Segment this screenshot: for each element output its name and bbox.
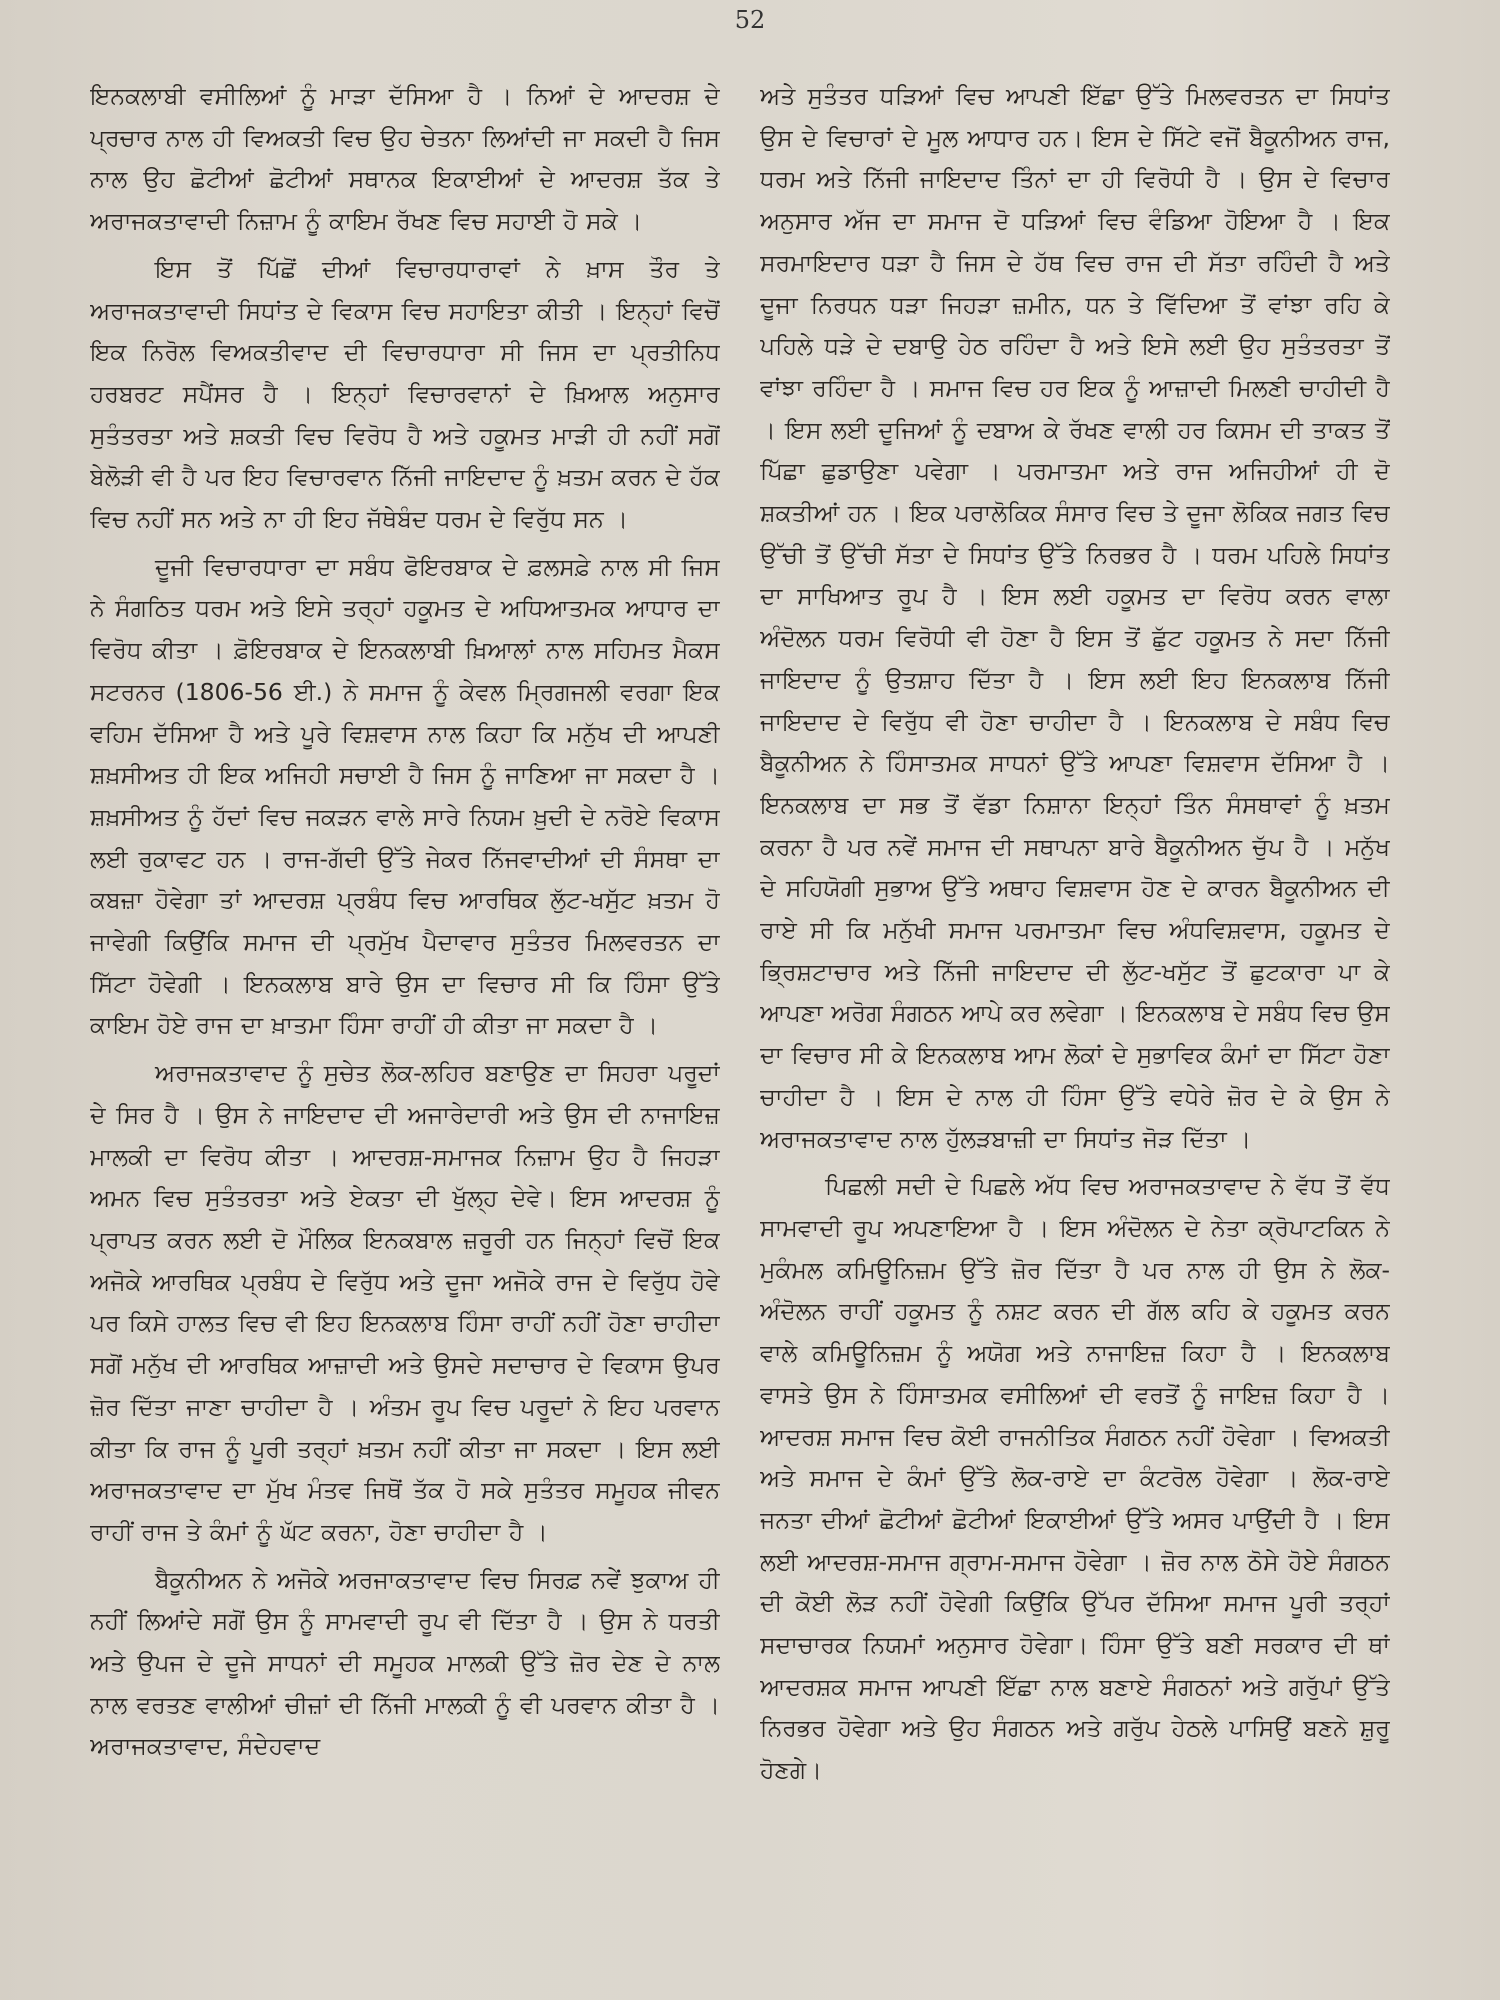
paragraph: ਦੂਜੀ ਵਿਚਾਰਧਾਰਾ ਦਾ ਸਬੰਧ ਫੋਇਰਬਾਕ ਦੇ ਫ਼ਲਸਫ਼ੇ ਨਾਲ ਸੀ ਜਿਸ ਨੇ ਸੰਗਠਿਤ ਧਰਮ ਅਤੇ ਇਸੇ ਤਰ੍ਹਾਂ ਹਕੂਮਤ ਦੇ ਅਧਿਆਤਮਕ ਆਧਾਰ ਦਾ ਵਿਰੋਧ ਕੀਤਾ । ਫ਼ੋਇਰਬਾਕ ਦੇ ਇਨਕਲਾਬੀ ਖ਼ਿਆਲਾਂ ਨਾਲ ਸਹਿਮਤ ਮੈਕਸ ਸਟਰਨਰ (1806-56 ਈ.) ਨੇ ਸਮਾਜ ਨੂੰ ਕੇਵਲ ਮ੍ਰਿਗਜਲੀ ਵਰਗਾ ਇਕ ਵਹਿਮ ਦੱਸਿਆ ਹੈ ਅਤੇ ਪੂਰੇ ਵਿਸ਼ਵਾਸ ਨਾਲ ਕਿਹਾ ਕਿ ਮਨੁੱਖ ਦੀ ਆਪਣੀ ਸ਼ਖ਼ਸੀਅਤ ਹੀ ਇਕ ਅਜਿਹੀ ਸਚਾਈ ਹੈ ਜਿਸ ਨੂੰ ਜਾਣਿਆ ਜਾ ਸਕਦਾ ਹੈ । ਸ਼ਖ਼ਸੀਅਤ ਨੂੰ ਹੱਦਾਂ ਵਿਚ ਜਕੜਨ ਵਾਲੇ ਸਾਰੇ ਨਿਯਮ ਖ਼ੁਦੀ ਦੇ ਨਰੋਏ ਵਿਕਾਸ ਲਈ ਰੁਕਾਵਟ ਹਨ । ਰਾਜ-ਗੱਦੀ ਉੱਤੇ ਜੇਕਰ ਨਿੱਜਵਾਦੀਆਂ ਦੀ ਸੰਸਥਾ ਦਾ ਕਬਜ਼ਾ ਹੋਵੇਗਾ ਤਾਂ ਆਦਰਸ਼ ਪ੍ਰਬੰਧ ਵਿਚ ਆਰਥਿਕ ਲੁੱਟ-ਖਸੁੱਟ ਖ਼ਤਮ ਹੋ ਜਾਵੇਗੀ ਕਿਉਂਕਿ ਸਮਾਜ ਦੀ ਪ੍ਰਮੁੱਖ ਪੈਦਾਵਾਰ ਸੁਤੰਤਰ ਮਿਲਵਰਤਨ ਦਾ ਸਿੱਟਾ ਹੋਵੇਗੀ । ਇਨਕਲਾਬ ਬਾਰੇ ਉਸ ਦਾ ਵਿਚਾਰ ਸੀ ਕਿ ਹਿੰਸਾ ਉੱਤੇ ਕਾਇਮ ਹੋਏ ਰਾਜ ਦਾ ਖ਼ਾਤਮਾ ਹਿੰਸਾ ਰਾਹੀਂ ਹੀ ਕੀਤਾ ਜਾ ਸਕਦਾ ਹੈ । bbox=[90, 552, 720, 1040]
paragraph: ਅਰਾਜਕਤਾਵਾਦ ਨੂੰ ਸੁਚੇਤ ਲੋਕ-ਲਹਿਰ ਬਣਾਉਣ ਦਾ ਸਿਹਰਾ ਪਰੂਦਾਂ ਦੇ ਸਿਰ ਹੈ । ਉਸ ਨੇ ਜਾਇਦਾਦ ਦੀ ਅਜਾਰੇਦਾਰੀ ਅਤੇ ਉਸ ਦੀ ਨਾਜਾਇਜ਼ ਮਾਲਕੀ ਦਾ ਵਿਰੋਧ ਕੀਤਾ । ਆਦਰਸ਼-ਸਮਾਜਕ ਨਿਜ਼ਾਮ ਉਹ ਹੈ ਜਿਹੜਾ ਅਮਨ ਵਿਚ ਸੁਤੰਤਰਤਾ ਅਤੇ ਏਕਤਾ ਦੀ ਖੁੱਲ੍ਹ ਦੇਵੇ। ਇਸ ਆਦਰਸ਼ ਨੂੰ ਪ੍ਰਾਪਤ ਕਰਨ ਲਈ ਦੋ ਮੌਲਿਕ ਇਨਕਬਾਲ ਜ਼ਰੂਰੀ ਹਨ ਜਿਨ੍ਹਾਂ ਵਿਚੋਂ ਇਕ ਅਜੋਕੇ ਆਰਥਿਕ ਪ੍ਰਬੰਧ ਦੇ ਵਿਰੁੱਧ ਅਤੇ ਦੂਜਾ ਅਜੋਕੇ ਰਾਜ ਦੇ ਵਿਰੁੱਧ ਹੋਵੇ ਪਰ ਕਿਸੇ ਹਾਲਤ ਵਿਚ ਵੀ ਇਹ ਇਨਕਲਾਬ ਹਿੰਸਾ ਰਾਹੀਂ ਨਹੀਂ ਹੋਣਾ ਚਾਹੀਦਾ ਸਗੋਂ ਮਨੁੱਖ ਦੀ ਆਰਥਿਕ ਆਜ਼ਾਦੀ ਅਤੇ ਉਸਦੇ ਸਦਾਚਾਰ ਦੇ ਵਿਕਾਸ ਉਪਰ ਜ਼ੋਰ ਦਿੱਤਾ ਜਾਣਾ ਚਾਹੀਦਾ ਹੈ । ਅੰਤਮ ਰੂਪ ਵਿਚ ਪਰੂਦਾਂ ਨੇ ਇਹ ਪਰਵਾਨ ਕੀਤਾ ਕਿ ਰਾਜ ਨੂੰ ਪੂਰੀ ਤਰ੍ਹਾਂ ਖ਼ਤਮ ਨਹੀਂ ਕੀਤਾ ਜਾ ਸਕਦਾ । ਇਸ ਲਈ ਅਰਾਜਕਤਾਵਾਦ ਦਾ ਮੁੱਖ ਮੰਤਵ ਜਿਥੋਂ ਤੱਕ ਹੋ ਸਕੇ ਸੁਤੰਤਰ ਸਮੂਹਕ ਜੀਵਨ ਰਾਹੀਂ ਰਾਜ ਤੇ ਕੰਮਾਂ ਨੂੰ ਘੱਟ ਕਰਨਾ, ਹੋਣਾ ਚਾਹੀਦਾ ਹੈ । bbox=[90, 1059, 720, 1546]
right-column bbox=[760, 76, 1390, 1986]
paragraph: ਇਸ ਤੋਂ ਪਿੱਛੋਂ ਦੀਆਂ ਵਿਚਾਰਧਾਰਾਵਾਂ ਨੇ ਖ਼ਾਸ ਤੌਰ ਤੇ ਅਰਾਜਕਤਾਵਾਦੀ ਸਿਧਾਂਤ ਦੇ ਵਿਕਾਸ ਵਿਚ ਸਹਾਇਤਾ ਕੀਤੀ । ਇਨ੍ਹਾਂ ਵਿਚੋਂ ਇਕ ਨਿਰੋਲ ਵਿਅਕਤੀਵਾਦ ਦੀ ਵਿਚਾਰਧਾਰਾ ਸੀ ਜਿਸ ਦਾ ਪ੍ਰਤੀਨਿਧ ਹਰਬਰਟ ਸਪੈਂਸਰ ਹੈ । ਇਨ੍ਹਾਂ ਵਿਚਾਰਵਾਨਾਂ ਦੇ ਖ਼ਿਆਲ ਅਨੁਸਾਰ ਸੁਤੰਤਰਤਾ ਅਤੇ ਸ਼ਕਤੀ ਵਿਚ ਵਿਰੋਧ ਹੈ ਅਤੇ ਹਕੂਮਤ ਮਾੜੀ ਹੀ ਨਹੀਂ ਸਗੋਂ ਬੇਲੋੜੀ ਵੀ ਹੈ ਪਰ ਇਹ ਵਿਚਾਰਵਾਨ ਨਿੱਜੀ ਜਾਇਦਾਦ ਨੂੰ ਖ਼ਤਮ ਕਰਨ ਦੇ ਹੱਕ ਵਿਚ ਨਹੀਂ ਸਨ ਅਤੇ ਨਾ ਹੀ ਇਹ ਜੱਥੇਬੰਦ ਧਰਮ ਦੇ ਵਿਰੁੱਧ ਸਨ । bbox=[90, 254, 720, 534]
page-number: 52 bbox=[734, 6, 766, 34]
paragraph: ਪਿਛਲੀ ਸਦੀ ਦੇ ਪਿਛਲੇ ਅੱਧ ਵਿਚ ਅਰਾਜਕਤਾਵਾਦ ਨੇ ਵੱਧ ਤੋਂ ਵੱਧ ਸਾਮਵਾਦੀ ਰੂਪ ਅਪਣਾਇਆ ਹੈ । ਇਸ ਅੰਦੋਲਨ ਦੇ ਨੇਤਾ ਕ੍ਰੋਪਾਟਕਿਨ ਨੇ ਮੁਕੰਮਲ ਕਮਿਊਨਿਜ਼ਮ ਉੱਤੇ ਜ਼ੋਰ ਦਿੱਤਾ ਹੈ ਪਰ ਨਾਲ ਹੀ ਉਸ ਨੇ ਲੋਕ-ਅੰਦੋਲਨ ਰਾਹੀਂ ਹਕੂਮਤ ਨੂੰ ਨਸ਼ਟ ਕਰਨ ਦੀ ਗੱਲ ਕਹਿ ਕੇ ਹਕੂਮਤ ਕਰਨ ਵਾਲੇ ਕਮਿਊਨਿਜ਼ਮ ਨੂੰ ਅਯੋਗ ਅਤੇ ਨਾਜਾਇਜ਼ ਕਿਹਾ ਹੈ । ਇਨਕਲਾਬ ਵਾਸਤੇ ਉਸ ਨੇ ਹਿੰਸਾਤਮਕ ਵਸੀਲਿਆਂ ਦੀ ਵਰਤੋਂ ਨੂੰ ਜਾਇਜ਼ ਕਿਹਾ ਹੈ । ਆਦਰਸ਼ ਸਮਾਜ ਵਿਚ ਕੋਈ ਰਾਜਨੀਤਿਕ ਸੰਗਠਨ ਨਹੀਂ ਹੋਵੇਗਾ । ਵਿਅਕਤੀ ਅਤੇ ਸਮਾਜ ਦੇ ਕੰਮਾਂ ਉੱਤੇ ਲੋਕ-ਰਾਏ ਦਾ ਕੰਟਰੋਲ ਹੋਵੇਗਾ । ਲੋਕ-ਰਾਏ ਜਨਤਾ ਦੀਆਂ ਛੋਟੀਆਂ ਛੋਟੀਆਂ ਇਕਾਈਆਂ ਉੱਤੇ ਅਸਰ ਪਾਉਂਦੀ ਹੈ । ਇਸ ਲਈ ਆਦਰਸ਼-ਸਮਾਜ ਗ੍ਰਾਮ-ਸਮਾਜ ਹੋਵੇਗਾ । ਜ਼ੋਰ ਨਾਲ ਠੋਸੇ ਹੋਏ ਸੰਗਠਨ ਦੀ ਕੋਈ ਲੋੜ ਨਹੀਂ ਹੋਵੇਗੀ ਕਿਉਂਕਿ ਉੱਪਰ ਦੱਸਿਆ ਸਮਾਜ ਪੂਰੀ ਤਰ੍ਹਾਂ ਸਦਾਚਾਰਕ ਨਿਯਮਾਂ ਅਨੁਸਾਰ ਹੋਵੇਗਾ। ਹਿੰਸਾ ਉੱਤੇ ਬਣੀ ਸਰਕਾਰ ਦੀ ਥਾਂ ਆਦਰਸ਼ਕ ਸਮਾਜ ਆਪਣੀ ਇੱਛਾ ਨਾਲ ਬਣਾਏ ਸੰਗਠਨਾਂ ਅਤੇ ਗਰੁੱਪਾਂ ਉੱਤੇ ਨਿਰਭਰ ਹੋਵੇਗਾ ਅਤੇ ਉਹ ਸੰਗਠਨ ਅਤੇ ਗਰੁੱਪ ਹੇਠਲੇ ਪਾਸਿਉਂ ਬਣਨੇ ਸ਼ੁਰੂ ਹੋਣਗੇ। bbox=[760, 1172, 1390, 1785]
paragraph: ਅਤੇ ਸੁਤੰਤਰ ਧੜਿਆਂ ਵਿਚ ਆਪਣੀ ਇੱਛਾ ਉੱਤੇ ਮਿਲਵਰਤਨ ਦਾ ਸਿਧਾਂਤ ਉਸ ਦੇ ਵਿਚਾਰਾਂ ਦੇ ਮੂਲ ਆਧਾਰ ਹਨ। ਇਸ ਦੇ ਸਿੱਟੇ ਵਜੋਂ ਬੈਕੂਨੀਅਨ ਰਾਜ, ਧਰਮ ਅਤੇ ਨਿੱਜੀ ਜਾਇਦਾਦ ਤਿੰਨਾਂ ਦਾ ਹੀ ਵਿਰੋਧੀ ਹੈ । ਉਸ ਦੇ ਵਿਚਾਰ ਅਨੁਸਾਰ ਅੱਜ ਦਾ ਸਮਾਜ ਦੋ ਧੜਿਆਂ ਵਿਚ ਵੰਡਿਆ ਹੋਇਆ ਹੈ । ਇਕ ਸਰਮਾਇਦਾਰ ਧੜਾ ਹੈ ਜਿਸ ਦੇ ਹੱਥ ਵਿਚ ਰਾਜ ਦੀ ਸੱਤਾ ਰਹਿੰਦੀ ਹੈ ਅਤੇ ਦੂਜਾ ਨਿਰਧਨ ਧੜਾ ਜਿਹੜਾ ਜ਼ਮੀਨ, ਧਨ ਤੇ ਵਿੱਦਿਆ ਤੋਂ ਵਾਂਝਾ ਰਹਿ ਕੇ ਪਹਿਲੇ ਧੜੇ ਦੇ ਦਬਾਉ ਹੇਠ ਰਹਿੰਦਾ ਹੈ ਅਤੇ ਇਸੇ ਲਈ ਉਹ ਸੁਤੰਤਰਤਾ ਤੋਂ ਵਾਂਝਾ ਰਹਿੰਦਾ ਹੈ । ਸਮਾਜ ਵਿਚ ਹਰ ਇਕ ਨੂੰ ਆਜ਼ਾਦੀ ਮਿਲਣੀ ਚਾਹੀਦੀ ਹੈ । ਇਸ ਲਈ ਦੂਜਿਆਂ ਨੂੰ ਦਬਾਅ ਕੇ ਰੱਖਣ ਵਾਲੀ ਹਰ ਕਿਸਮ ਦੀ ਤਾਕਤ ਤੋਂ ਪਿੱਛਾ ਛੁਡਾਉਣਾ ਪਵੇਗਾ । ਪਰਮਾਤਮਾ ਅਤੇ ਰਾਜ ਅਜਿਹੀਆਂ ਹੀ ਦੋ ਸ਼ਕਤੀਆਂ ਹਨ । ਇਕ ਪਰਾਲੋਕਿਕ ਸੰਸਾਰ ਵਿਚ ਤੇ ਦੂਜਾ ਲੋਕਿਕ ਜਗਤ ਵਿਚ ਉੱਚੀ ਤੋਂ ਉੱਚੀ ਸੱਤਾ ਦੇ ਸਿਧਾਂਤ ਉੱਤੇ ਨਿਰਭਰ ਹੈ । ਧਰਮ ਪਹਿਲੇ ਸਿਧਾਂਤ ਦਾ ਸਾਖਿਆਤ ਰੂਪ ਹੈ । ਇਸ ਲਈ ਹਕੂਮਤ ਦਾ ਵਿਰੋਧ ਕਰਨ ਵਾਲਾ ਅੰਦੋਲਨ ਧਰਮ ਵਿਰੋਧੀ ਵੀ ਹੋਣਾ ਹੈ ਇਸ ਤੋਂ ਛੁੱਟ ਹਕੂਮਤ ਨੇ ਸਦਾ ਨਿੱਜੀ ਜਾਇਦਾਦ ਨੂੰ ਉਤਸ਼ਾਹ ਦਿੱਤਾ ਹੈ । ਇਸ ਲਈ ਇਹ ਇਨਕਲਾਬ ਨਿੱਜੀ ਜਾਇਦਾਦ ਦੇ ਵਿਰੁੱਧ ਵੀ ਹੋਣਾ ਚਾਹੀਦਾ ਹੈ । ਇਨਕਲਾਬ ਦੇ ਸਬੰਧ ਵਿਚ ਬੈਕੂਨੀਅਨ ਨੇ ਹਿੰਸਾਤਮਕ ਸਾਧਨਾਂ ਉੱਤੇ ਆਪਣਾ ਵਿਸ਼ਵਾਸ ਦੱਸਿਆ ਹੈ । ਇਨਕਲਾਬ ਦਾ ਸਭ ਤੋਂ ਵੱਡਾ ਨਿਸ਼ਾਨਾ ਇਨ੍ਹਾਂ ਤਿੰਨ ਸੰਸਥਾਵਾਂ ਨੂੰ ਖ਼ਤਮ ਕਰਨਾ ਹੈ ਪਰ ਨਵੇਂ ਸਮਾਜ ਦੀ ਸਥਾਪਨਾ ਬਾਰੇ ਬੈਕੂਨੀਅਨ ਚੁੱਪ ਹੈ । ਮਨੁੱਖ ਦੇ ਸਹਿਯੋਗੀ ਸੁਭਾਅ ਉੱਤੇ ਅਥਾਹ ਵਿਸ਼ਵਾਸ ਹੋਣ ਦੇ ਕਾਰਨ ਬੈਕੂਨੀਅਨ ਦੀ ਰਾਏ ਸੀ ਕਿ ਮਨੁੱਖੀ ਸਮਾਜ ਪਰਮਾਤਮਾ ਵਿਚ ਅੰਧਵਿਸ਼ਵਾਸ, ਹਕੂਮਤ ਦੇ ਭ੍ਰਿਸ਼ਟਾਚਾਰ ਅਤੇ ਨਿੱਜੀ ਜਾਇਦਾਦ ਦੀ ਲੁੱਟ-ਖਸੁੱਟ ਤੋਂ ਛੁਟਕਾਰਾ ਪਾ ਕੇ ਆਪਣਾ ਅਰੋਗ ਸੰਗਠਨ ਆਪੇ ਕਰ ਲਵੇਗਾ । ਇਨਕਲਾਬ ਦੇ ਸਬੰਧ ਵਿਚ ਉਸ ਦਾ ਵਿਚਾਰ ਸੀ ਕੇ ਇਨਕਲਾਬ ਆਮ ਲੋਕਾਂ ਦੇ ਸੁਭਾਵਿਕ ਕੰਮਾਂ ਦਾ ਸਿੱਟਾ ਹੋਣਾ ਚਾਹੀਦਾ ਹੈ । ਇਸ ਦੇ ਨਾਲ ਹੀ ਹਿੰਸਾ ਉੱਤੇ ਵਧੇਰੇ ਜ਼ੋਰ ਦੇ ਕੇ ਉਸ ਨੇ ਅਰਾਜਕਤਾਵਾਦ ਨਾਲ ਹੁੱਲੜਬਾਜ਼ੀ ਦਾ ਸਿਧਾਂਤ ਜੋੜ ਦਿੱਤਾ । bbox=[760, 82, 1390, 1153]
paragraph: ਇਨਕਲਾਬੀ ਵਸੀਲਿਆਂ ਨੂੰ ਮਾੜਾ ਦੱਸਿਆ ਹੈ । ਨਿਆਂ ਦੇ ਆਦਰਸ਼ ਦੇ ਪ੍ਰਚਾਰ ਨਾਲ ਹੀ ਵਿਅਕਤੀ ਵਿਚ ਉਹ ਚੇਤਨਾ ਲਿਆਂਦੀ ਜਾ ਸਕਦੀ ਹੈ ਜਿਸ ਨਾਲ ਉਹ ਛੋਟੀਆਂ ਛੋਟੀਆਂ ਸਥਾਨਕ ਇਕਾਈਆਂ ਦੇ ਆਦਰਸ਼ ਤੱਕ ਤੇ ਅਰਾਜਕਤਾਵਾਦੀ ਨਿਜ਼ਾਮ ਨੂੰ ਕਾਇਮ ਰੱਖਣ ਵਿਚ ਸਹਾਈ ਹੋ ਸਕੇ । bbox=[90, 82, 720, 236]
paragraph: ਬੈਕੂਨੀਅਨ ਨੇ ਅਜੋਕੇ ਅਰਜਾਕਤਾਵਾਦ ਵਿਚ ਸਿਰਫ਼ ਨਵੇਂ ਝੁਕਾਅ ਹੀ ਨਹੀਂ ਲਿਆਂਦੇ ਸਗੋਂ ਉਸ ਨੂੰ ਸਾਮਵਾਦੀ ਰੂਪ ਵੀ ਦਿੱਤਾ ਹੈ । ਉਸ ਨੇ ਧਰਤੀ ਅਤੇ ਉਪਜ ਦੇ ਦੂਜੇ ਸਾਧਨਾਂ ਦੀ ਸਮੂਹਕ ਮਾਲਕੀ ਉੱਤੇ ਜ਼ੋਰ ਦੇਣ ਦੇ ਨਾਲ ਨਾਲ ਵਰਤਣ ਵਾਲੀਆਂ ਚੀਜ਼ਾਂ ਦੀ ਨਿੱਜੀ ਮਾਲਕੀ ਨੂੰ ਵੀ ਪਰਵਾਨ ਕੀਤਾ ਹੈ । ਅਰਾਜਕਤਾਵਾਦ, ਸੰਦੇਹਵਾਦ bbox=[90, 1565, 720, 1761]
left-column bbox=[90, 76, 720, 1986]
